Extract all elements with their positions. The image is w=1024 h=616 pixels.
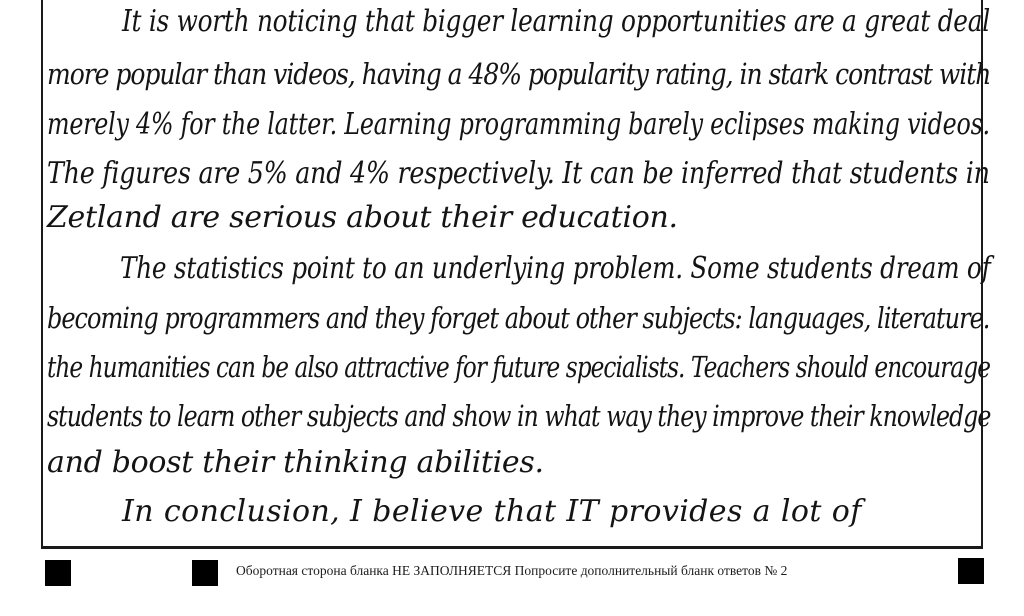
essay-line: and boost their thinking abilities.	[47, 445, 544, 480]
alignment-marker-center	[192, 560, 218, 586]
essay-line: the humanities can be also attractive for future specialists. Teachers should encourage	[47, 350, 991, 384]
essay-line: The statistics point to an underlying problem. Some students dream of	[120, 251, 991, 286]
form-footer-notice: Оборотная сторона бланка НЕ ЗАПОЛНЯЕТСЯ Попросите дополнительный бланк ответов № 2	[236, 563, 788, 578]
essay-line: more popular than videos, having a 48% popularity rating, in stark contrast with	[47, 57, 991, 91]
alignment-marker-right	[958, 558, 984, 584]
essay-line: merely 4% for the latter. Learning programming barely eclipses making videos.	[47, 107, 990, 142]
essay-line: becoming programmers and they forget about other subjects: languages, literature.	[47, 301, 990, 335]
essay-line: It is worth noticing that bigger learning opportunities are a great deal	[122, 4, 990, 39]
alignment-marker-left	[45, 560, 71, 586]
essay-line: Zetland are serious about their education.	[47, 200, 678, 235]
form-frame-bottom-rule	[41, 546, 983, 549]
essay-line: The figures are 5% and 4% respectively. It can be inferred that students in	[47, 156, 990, 191]
essay-line: students to learn other subjects and show in what way they improve their knowledge	[47, 399, 991, 433]
form-footer	[0, 552, 1024, 592]
essay-line: In conclusion, I believe that IT provides a lot of	[122, 494, 862, 529]
form-frame-left-rule	[41, 0, 43, 548]
